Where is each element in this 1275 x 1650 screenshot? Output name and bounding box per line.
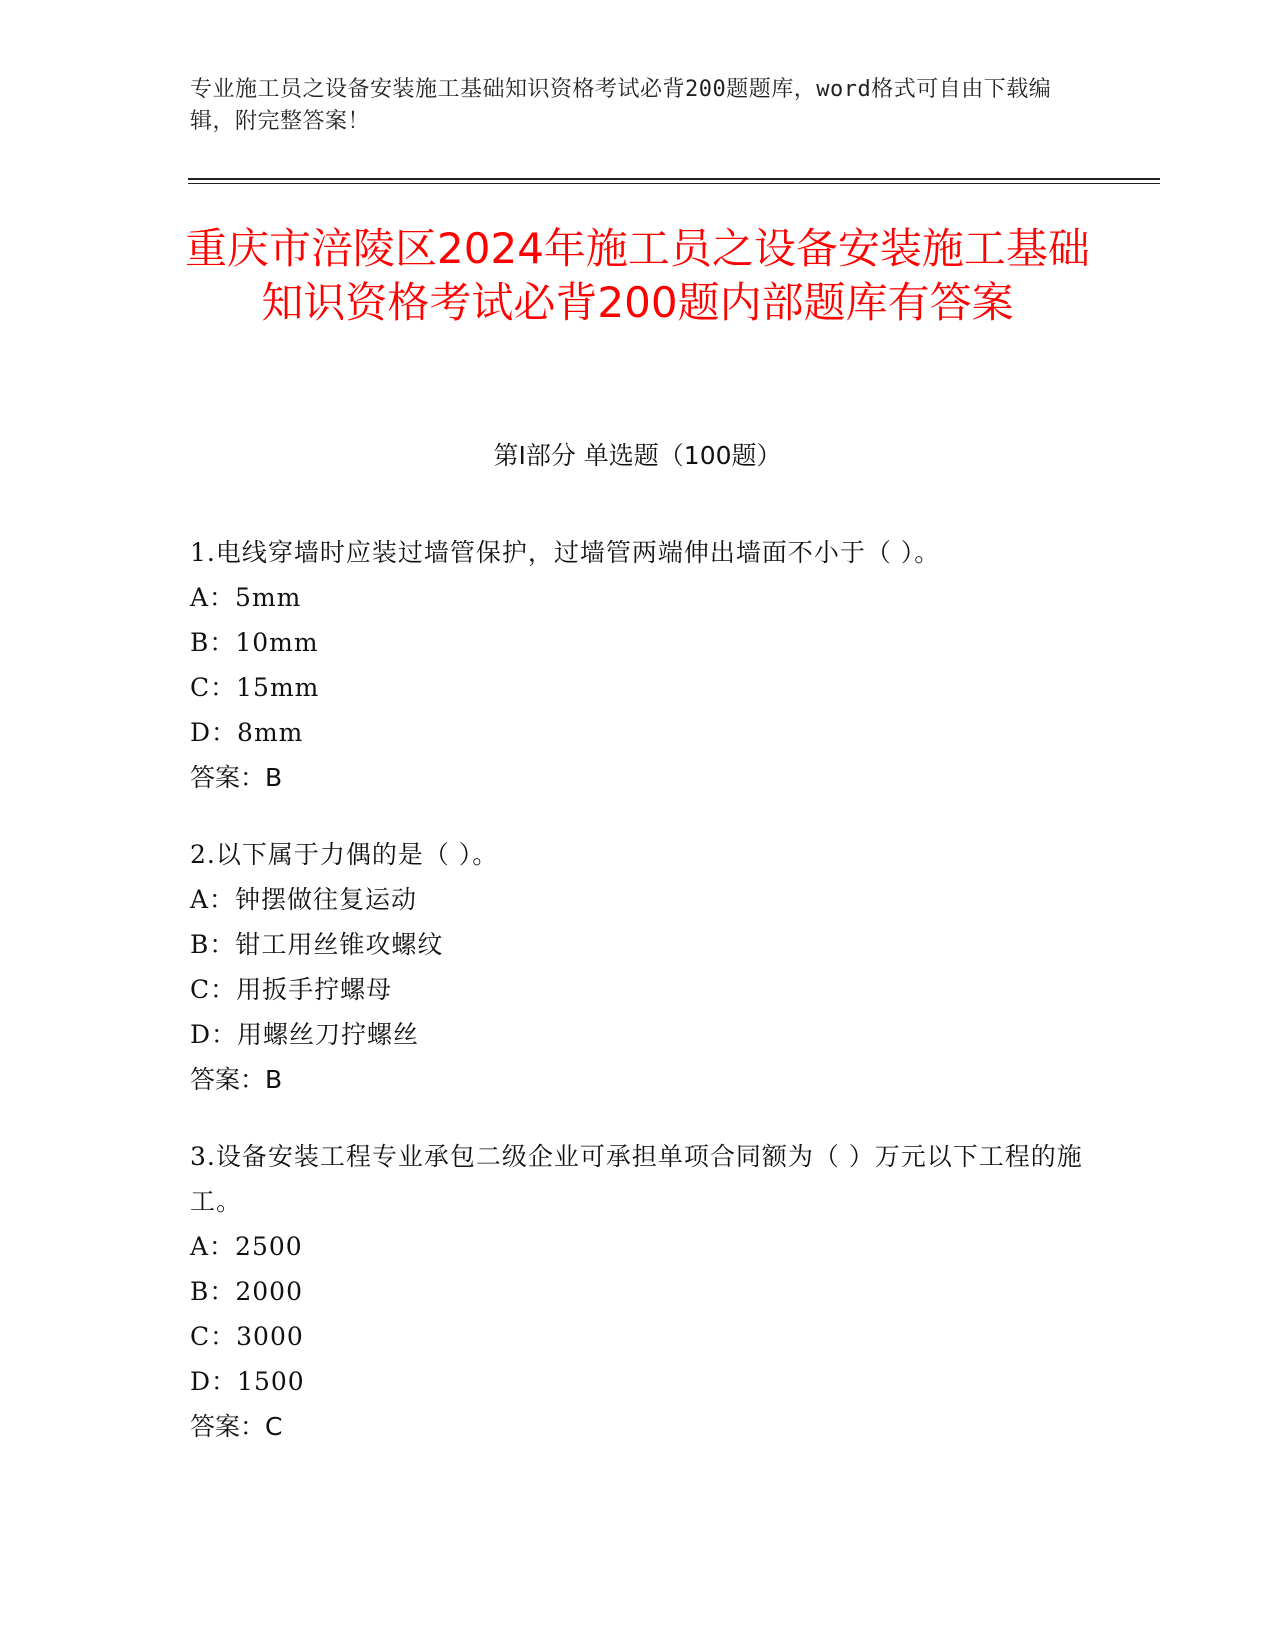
option-d: D：8mm <box>190 718 304 747</box>
option-c: C：用扳手拧螺母 <box>190 975 393 1004</box>
header-rule-thin <box>188 183 1160 184</box>
document-title: 重庆市涪陵区2024年施工员之设备安装施工基础知识资格考试必背200题内部题库有答案 <box>185 224 1090 327</box>
question-stem: 3.设备安装工程专业承包二级企业可承担单项合同额为（ ）万元以下工程的施工。 <box>190 1142 1083 1216</box>
option-c: C：15mm <box>190 673 320 702</box>
question-1 <box>190 530 1090 800</box>
option-d: D：1500 <box>190 1367 305 1396</box>
question-stem: 2.以下属于力偶的是（ ）。 <box>190 840 499 869</box>
header-rule-thick <box>188 178 1160 180</box>
option-a: A：5mm <box>190 583 302 612</box>
option-b: B：钳工用丝锥攻螺纹 <box>190 930 444 959</box>
question-list <box>190 530 1090 1481</box>
option-a: A：2500 <box>190 1232 303 1261</box>
answer: 答案：B <box>190 1065 283 1094</box>
option-c: C：3000 <box>190 1322 304 1351</box>
question-2 <box>190 832 1090 1102</box>
option-b: B：10mm <box>190 628 319 657</box>
option-b: B：2000 <box>190 1277 303 1306</box>
option-a: A：钟摆做往复运动 <box>190 885 418 914</box>
question-3 <box>190 1134 1090 1449</box>
answer: 答案：C <box>190 1412 283 1441</box>
header-note: 专业施工员之设备安装施工基础知识资格考试必背200题题库，word格式可自由下载编辑，附完整答案！ <box>190 77 1052 134</box>
question-stem: 1.电线穿墙时应装过墙管保护，过墙管两端伸出墙面不小于（ ）。 <box>190 538 941 567</box>
answer: 答案：B <box>190 763 283 792</box>
option-d: D：用螺丝刀拧螺丝 <box>190 1020 420 1049</box>
section-heading: 第I部分 单选题（100题） <box>493 441 782 470</box>
